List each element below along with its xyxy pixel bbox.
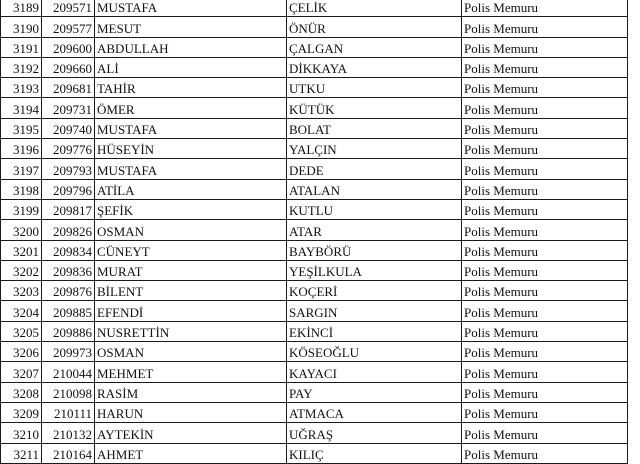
last-name-cell: ATMACA — [287, 402, 462, 422]
sequence-number-cell: 3208 — [1, 382, 42, 402]
first-name-cell: AYTEKİN — [95, 423, 287, 443]
last-name-cell: KILIÇ — [287, 443, 462, 463]
registry-number-cell: 210164 — [42, 443, 95, 463]
last-name-cell: BOLAT — [287, 118, 462, 138]
table-row — [1, 98, 628, 118]
last-name-cell: KÖSEOĞLU — [287, 342, 462, 362]
rank-cell: Polis Memuru — [462, 240, 628, 260]
registry-number-cell: 209836 — [42, 260, 95, 280]
table-row — [1, 382, 628, 402]
last-name-cell: BAYBÖRÜ — [287, 240, 462, 260]
registry-number-cell: 210098 — [42, 382, 95, 402]
rank-cell: Polis Memuru — [462, 321, 628, 341]
rank-cell: Polis Memuru — [462, 179, 628, 199]
first-name-cell: ÖMER — [95, 98, 287, 118]
sequence-number-cell: 3192 — [1, 57, 42, 77]
registry-number-cell: 209834 — [42, 240, 95, 260]
first-name-cell: MUSTAFA — [95, 118, 287, 138]
last-name-cell: UĞRAŞ — [287, 423, 462, 443]
last-name-cell: YEŞİLKULA — [287, 260, 462, 280]
last-name-cell: ÇALGAN — [287, 37, 462, 57]
first-name-cell: ABDULLAH — [95, 37, 287, 57]
sequence-number-cell: 3194 — [1, 98, 42, 118]
sequence-number-cell: 3203 — [1, 281, 42, 301]
registry-number-cell: 209885 — [42, 301, 95, 321]
first-name-cell: HARUN — [95, 402, 287, 422]
registry-number-cell: 209796 — [42, 179, 95, 199]
first-name-cell: EFENDİ — [95, 301, 287, 321]
sequence-number-cell: 3197 — [1, 159, 42, 179]
sequence-number-cell: 3191 — [1, 37, 42, 57]
rank-cell: Polis Memuru — [462, 402, 628, 422]
rank-cell: Polis Memuru — [462, 118, 628, 138]
first-name-cell: MURAT — [95, 260, 287, 280]
registry-number-cell: 209740 — [42, 118, 95, 138]
first-name-cell: HÜSEYİN — [95, 139, 287, 159]
sequence-number-cell: 3210 — [1, 423, 42, 443]
table-row — [1, 17, 628, 37]
registry-number-cell: 209886 — [42, 321, 95, 341]
table-row — [1, 220, 628, 240]
first-name-cell: AHMET — [95, 443, 287, 463]
last-name-cell: ATAR — [287, 220, 462, 240]
table-row — [1, 342, 628, 362]
last-name-cell: ATALAN — [287, 179, 462, 199]
table-row — [1, 362, 628, 382]
first-name-cell: ALİ — [95, 57, 287, 77]
table-row — [1, 260, 628, 280]
table-row — [1, 321, 628, 341]
sequence-number-cell: 3207 — [1, 362, 42, 382]
registry-number-cell: 209571 — [42, 0, 95, 17]
first-name-cell: ATİLA — [95, 179, 287, 199]
last-name-cell: SARGIN — [287, 301, 462, 321]
sequence-number-cell: 3209 — [1, 402, 42, 422]
last-name-cell: KOÇERİ — [287, 281, 462, 301]
sequence-number-cell: 3206 — [1, 342, 42, 362]
rank-cell: Polis Memuru — [462, 423, 628, 443]
first-name-cell: ŞEFİK — [95, 199, 287, 219]
registry-number-cell: 209731 — [42, 98, 95, 118]
last-name-cell: UTKU — [287, 78, 462, 98]
table-row — [1, 281, 628, 301]
first-name-cell: OSMAN — [95, 342, 287, 362]
rank-cell: Polis Memuru — [462, 342, 628, 362]
sequence-number-cell: 3204 — [1, 301, 42, 321]
rank-cell: Polis Memuru — [462, 362, 628, 382]
table-row — [1, 179, 628, 199]
sequence-number-cell: 3198 — [1, 179, 42, 199]
registry-number-cell: 209973 — [42, 342, 95, 362]
first-name-cell: MUSTAFA — [95, 159, 287, 179]
last-name-cell: KÜTÜK — [287, 98, 462, 118]
registry-number-cell: 209577 — [42, 17, 95, 37]
sequence-number-cell: 3196 — [1, 139, 42, 159]
sequence-number-cell: 3199 — [1, 199, 42, 219]
rank-cell: Polis Memuru — [462, 57, 628, 77]
first-name-cell: RASİM — [95, 382, 287, 402]
last-name-cell: DEDE — [287, 159, 462, 179]
table-row — [1, 443, 628, 463]
first-name-cell: MESUT — [95, 17, 287, 37]
sequence-number-cell: 3190 — [1, 17, 42, 37]
registry-number-cell: 209600 — [42, 37, 95, 57]
last-name-cell: DİKKAYA — [287, 57, 462, 77]
table-row — [1, 240, 628, 260]
sequence-number-cell: 3200 — [1, 220, 42, 240]
table-row — [1, 402, 628, 422]
sequence-number-cell: 3211 — [1, 443, 42, 463]
table-row — [1, 301, 628, 321]
rank-cell: Polis Memuru — [462, 139, 628, 159]
registry-number-cell: 209826 — [42, 220, 95, 240]
table-row — [1, 57, 628, 77]
sequence-number-cell: 3205 — [1, 321, 42, 341]
first-name-cell: CÜNEYT — [95, 240, 287, 260]
rank-cell: Polis Memuru — [462, 159, 628, 179]
rank-cell: Polis Memuru — [462, 0, 628, 17]
sequence-number-cell: 3202 — [1, 260, 42, 280]
registry-number-cell: 210111 — [42, 402, 95, 422]
rank-cell: Polis Memuru — [462, 199, 628, 219]
rank-cell: Polis Memuru — [462, 220, 628, 240]
rank-cell: Polis Memuru — [462, 443, 628, 463]
table-row — [1, 139, 628, 159]
last-name-cell: YALÇIN — [287, 139, 462, 159]
table-row — [1, 78, 628, 98]
rank-cell: Polis Memuru — [462, 301, 628, 321]
table-row — [1, 118, 628, 138]
last-name-cell: ÇELİK — [287, 0, 462, 17]
table-row — [1, 199, 628, 219]
sequence-number-cell: 3201 — [1, 240, 42, 260]
first-name-cell: TAHİR — [95, 78, 287, 98]
rank-cell: Polis Memuru — [462, 37, 628, 57]
first-name-cell: BİLENT — [95, 281, 287, 301]
last-name-cell: PAY — [287, 382, 462, 402]
sequence-number-cell: 3189 — [1, 0, 42, 17]
registry-number-cell: 209793 — [42, 159, 95, 179]
first-name-cell: MEHMET — [95, 362, 287, 382]
registry-number-cell: 209817 — [42, 199, 95, 219]
first-name-cell: NUSRETTİN — [95, 321, 287, 341]
first-name-cell: MUSTAFA — [95, 0, 287, 17]
rank-cell: Polis Memuru — [462, 382, 628, 402]
last-name-cell: KUTLU — [287, 199, 462, 219]
rank-cell: Polis Memuru — [462, 98, 628, 118]
first-name-cell: OSMAN — [95, 220, 287, 240]
registry-number-cell: 210132 — [42, 423, 95, 443]
registry-number-cell: 209681 — [42, 78, 95, 98]
rank-cell: Polis Memuru — [462, 78, 628, 98]
last-name-cell: ÖNÜR — [287, 17, 462, 37]
table-row — [1, 159, 628, 179]
registry-number-cell: 209776 — [42, 139, 95, 159]
registry-number-cell: 209876 — [42, 281, 95, 301]
last-name-cell: EKİNCİ — [287, 321, 462, 341]
sequence-number-cell: 3193 — [1, 78, 42, 98]
rank-cell: Polis Memuru — [462, 281, 628, 301]
table-row — [1, 37, 628, 57]
rank-cell: Polis Memuru — [462, 17, 628, 37]
sequence-number-cell: 3195 — [1, 118, 42, 138]
rank-cell: Polis Memuru — [462, 260, 628, 280]
registry-number-cell: 210044 — [42, 362, 95, 382]
last-name-cell: KAYACI — [287, 362, 462, 382]
table-row — [1, 0, 628, 17]
registry-number-cell: 209660 — [42, 57, 95, 77]
personnel-table-body — [1, 0, 628, 463]
table-row — [1, 423, 628, 443]
